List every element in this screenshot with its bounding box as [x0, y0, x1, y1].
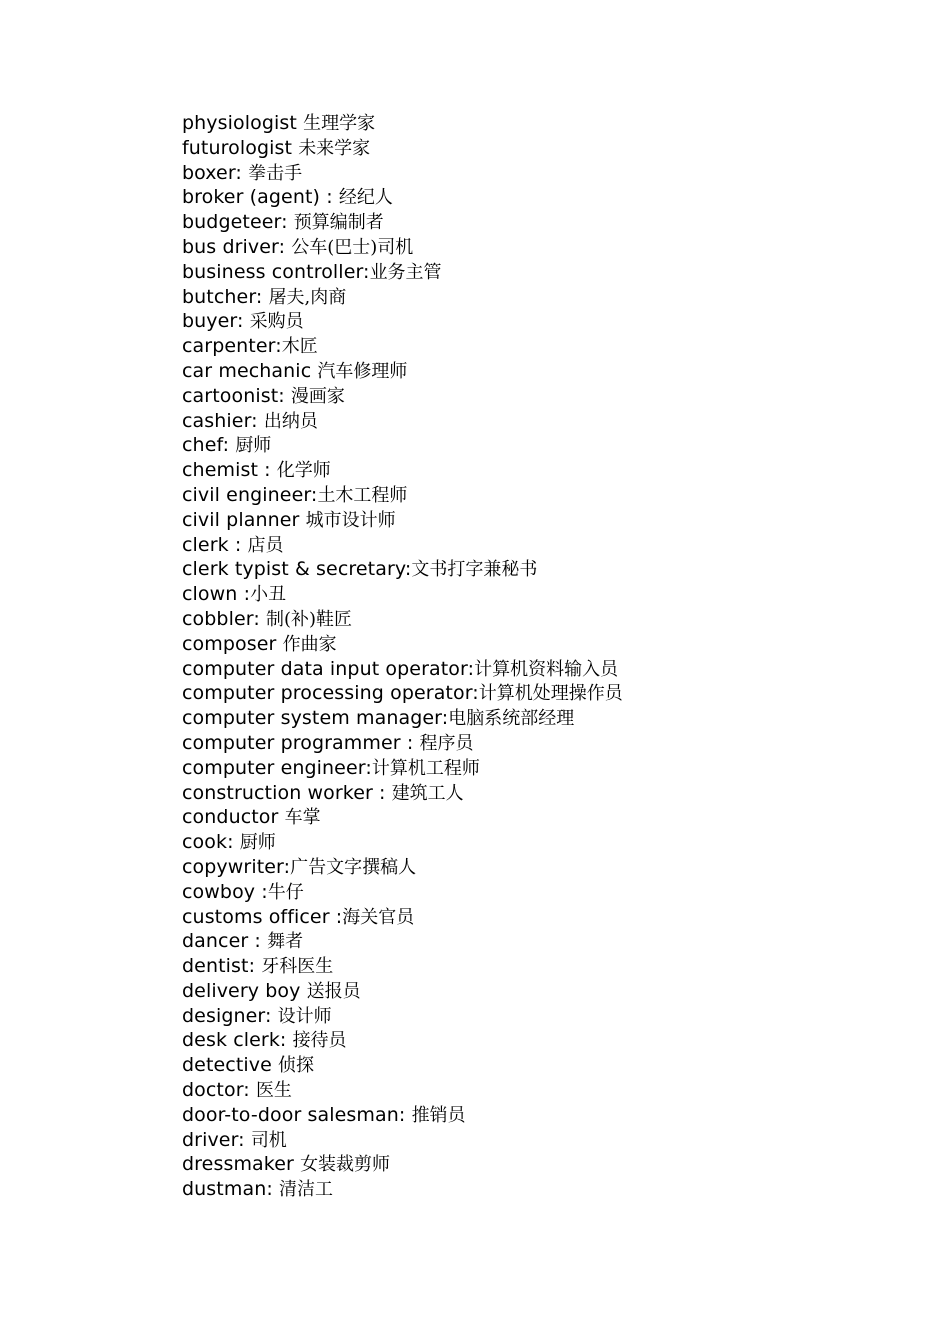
entry-english-term: cowboy :	[182, 880, 268, 903]
entry-english-term: clerk typist & secretary:	[182, 558, 412, 581]
entry-chinese-translation: 建筑工人	[391, 782, 464, 804]
vocab-entry	[182, 161, 882, 186]
entry-english-term: buyer:	[182, 310, 250, 333]
vocab-entry	[182, 433, 882, 458]
entry-chinese-translation: 屠夫,肉商	[268, 286, 347, 308]
entry-english-term: composer	[182, 632, 283, 655]
vocab-entry	[182, 632, 882, 657]
entry-english-term: door-to-door salesman:	[182, 1103, 412, 1126]
entry-chinese-translation: 木匠	[281, 336, 318, 358]
vocab-entry	[182, 855, 882, 880]
vocab-entry	[182, 111, 882, 136]
entry-chinese-translation: 作曲家	[282, 633, 337, 655]
vocab-entry	[182, 384, 882, 409]
vocab-entry	[182, 979, 882, 1004]
entry-english-term: clerk :	[182, 533, 248, 556]
entry-chinese-translation: 电脑系统部经理	[448, 708, 575, 730]
vocab-entry	[182, 781, 882, 806]
vocab-entry	[182, 756, 882, 781]
entry-chinese-translation: 店员	[247, 534, 284, 556]
entry-chinese-translation: 清洁工	[279, 1179, 333, 1201]
vocab-entry	[182, 458, 882, 483]
entry-english-term: designer:	[182, 1004, 278, 1027]
entry-chinese-translation: 采购员	[249, 311, 304, 333]
vocab-entry	[182, 1152, 882, 1177]
vocab-entry	[182, 929, 882, 954]
vocab-entry	[182, 1053, 882, 1078]
entry-english-term: clown :	[182, 583, 251, 606]
vocab-entry	[182, 185, 882, 210]
entry-chinese-translation: 计算机工程师	[371, 757, 480, 779]
entry-chinese-translation: 计算机资料输入员	[474, 658, 619, 680]
vocab-entry	[182, 210, 882, 235]
vocab-entry	[182, 657, 882, 682]
entry-chinese-translation: 小丑	[250, 584, 287, 606]
entry-chinese-translation: 广告文字撰稿人	[290, 856, 417, 878]
vocab-entry	[182, 706, 882, 731]
vocab-entry	[182, 285, 882, 310]
entry-chinese-translation: 经纪人	[338, 187, 393, 209]
entry-chinese-translation: 接待员	[292, 1030, 347, 1052]
vocab-entry	[182, 731, 882, 756]
vocab-entry	[182, 235, 882, 260]
entry-english-term: dentist:	[182, 955, 262, 978]
entry-english-term: business controller:	[182, 260, 370, 283]
vocab-entry	[182, 334, 882, 359]
entry-chinese-translation: 海关官员	[342, 906, 415, 928]
entry-chinese-translation: 预算编制者	[293, 212, 384, 234]
entry-english-term: computer programmer :	[182, 731, 420, 754]
vocab-entry	[182, 1028, 882, 1053]
entry-english-term: broker (agent) :	[182, 186, 339, 209]
entry-english-term: desk clerk:	[182, 1029, 293, 1052]
entry-chinese-translation: 推销员	[411, 1104, 466, 1126]
vocab-entry	[182, 309, 882, 334]
vocab-entry	[182, 905, 882, 930]
entry-english-term: civil engineer:	[182, 483, 318, 506]
entry-chinese-translation: 女装裁剪师	[300, 1154, 391, 1176]
entry-chinese-translation: 化学师	[276, 460, 331, 482]
entry-english-term: computer engineer:	[182, 756, 372, 779]
vocab-entry	[182, 582, 882, 607]
entry-chinese-translation: 设计师	[277, 1005, 332, 1027]
entry-chinese-translation: 侦探	[278, 1055, 315, 1077]
entry-english-term: butcher:	[182, 285, 269, 308]
entry-chinese-translation: 文书打字兼秘书	[411, 559, 538, 581]
entry-chinese-translation: 程序员	[419, 732, 474, 754]
entry-english-term: physiologist	[182, 112, 304, 134]
entry-chinese-translation: 送报员	[306, 980, 361, 1002]
entry-chinese-translation: 城市设计师	[305, 509, 396, 531]
vocab-entry	[182, 483, 882, 508]
entry-chinese-translation: 牙科医生	[261, 956, 334, 978]
vocab-entry	[182, 1177, 882, 1202]
entry-english-term: bus driver:	[182, 235, 292, 258]
entry-chinese-translation: 公车(巴士)司机	[291, 236, 414, 258]
vocab-entry	[182, 1128, 882, 1153]
entry-chinese-translation: 生理学家	[303, 113, 376, 134]
vocab-entry	[182, 954, 882, 979]
vocab-entry	[182, 359, 882, 384]
entry-english-term: copywriter:	[182, 855, 291, 878]
entry-english-term: detective	[182, 1054, 279, 1077]
vocab-entry	[182, 681, 882, 706]
entry-chinese-translation: 汽车修理师	[317, 360, 408, 382]
vocab-entry	[182, 830, 882, 855]
vocab-entry	[182, 805, 882, 830]
vocab-entry	[182, 136, 882, 161]
vocab-entry	[182, 260, 882, 285]
entry-english-term: cook:	[182, 831, 240, 854]
entry-english-term: budgeteer:	[182, 211, 294, 234]
entry-chinese-translation: 土木工程师	[317, 484, 408, 506]
entry-english-term: driver:	[182, 1128, 251, 1151]
entry-english-term: cobbler:	[182, 607, 266, 630]
entry-english-term: civil planner	[182, 508, 306, 531]
vocab-entry	[182, 533, 882, 558]
entry-english-term: computer processing operator:	[182, 682, 479, 705]
entry-english-term: dancer :	[182, 930, 268, 953]
entry-chinese-translation: 厨师	[235, 435, 272, 457]
entry-chinese-translation: 厨师	[239, 832, 276, 854]
entry-english-term: delivery boy	[182, 979, 307, 1002]
vocab-entry	[182, 557, 882, 582]
entry-english-term: construction worker :	[182, 781, 392, 804]
vocab-entry	[182, 1078, 882, 1103]
entry-chinese-translation: 医生	[255, 1080, 292, 1102]
vocab-entry	[182, 1103, 882, 1128]
entry-english-term: computer data input operator:	[182, 657, 475, 680]
vocab-entry	[182, 508, 882, 533]
entry-chinese-translation: 漫画家	[290, 385, 345, 407]
entry-chinese-translation: 司机	[250, 1129, 287, 1151]
entry-english-term: conductor	[182, 806, 285, 829]
vocabulary-list	[182, 111, 882, 1202]
entry-chinese-translation: 未来学家	[298, 137, 371, 159]
entry-english-term: chemist :	[182, 459, 277, 482]
entry-english-term: cartoonist:	[182, 384, 291, 407]
entry-chinese-translation: 牛仔	[267, 881, 304, 903]
entry-english-term: chef:	[182, 434, 236, 457]
entry-english-term: car mechanic	[182, 359, 318, 382]
vocab-entry	[182, 880, 882, 905]
entry-chinese-translation: 舞者	[267, 931, 304, 953]
entry-english-term: customs officer :	[182, 905, 343, 928]
entry-english-term: futurologist	[182, 136, 299, 159]
entry-chinese-translation: 业务主管	[369, 261, 442, 283]
entry-chinese-translation: 车掌	[284, 807, 321, 829]
entry-english-term: doctor:	[182, 1079, 256, 1102]
entry-english-term: carpenter:	[182, 335, 282, 358]
vocab-entry	[182, 1004, 882, 1029]
entry-english-term: cashier:	[182, 409, 264, 432]
vocab-entry	[182, 409, 882, 434]
entry-english-term: computer system manager:	[182, 707, 449, 730]
entry-chinese-translation: 拳击手	[248, 162, 303, 184]
entry-english-term: boxer:	[182, 161, 249, 184]
entry-english-term: dressmaker	[182, 1153, 301, 1176]
entry-chinese-translation: 出纳员	[263, 410, 318, 432]
vocab-entry	[182, 607, 882, 632]
entry-chinese-translation: 制(补)鞋匠	[265, 608, 353, 630]
entry-chinese-translation: 计算机处理操作员	[478, 683, 623, 705]
entry-english-term: dustman:	[182, 1178, 279, 1201]
